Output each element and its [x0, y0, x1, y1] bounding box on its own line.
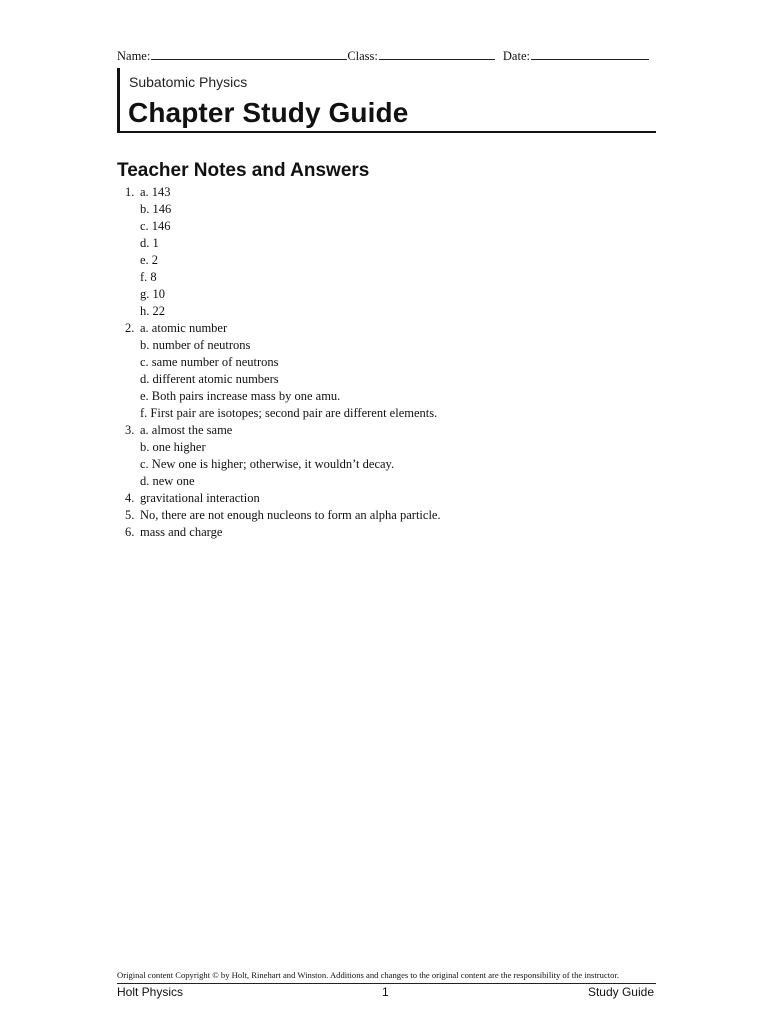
answer-text: d. 1	[140, 236, 159, 250]
class-blank	[379, 47, 495, 60]
answer-line	[125, 439, 665, 456]
answer-line	[125, 269, 665, 286]
answer-line	[125, 184, 665, 201]
answer-line	[125, 422, 665, 439]
answer-line	[125, 235, 665, 252]
answer-text: mass and charge	[140, 525, 223, 539]
name-label: Name:	[117, 49, 151, 63]
answer-text: c. New one is higher; otherwise, it wouldn’t decay.	[140, 457, 395, 471]
answer-line	[125, 524, 665, 541]
answer-text: d. different atomic numbers	[140, 372, 279, 386]
answer-line	[125, 303, 665, 320]
answer-text: gravitational interaction	[140, 491, 260, 505]
class-label: Class:	[347, 49, 378, 63]
answer-line	[125, 252, 665, 269]
answer-text: b. 146	[140, 202, 172, 216]
answer-text: d. new one	[140, 474, 195, 488]
answer-line	[125, 473, 665, 490]
answer-text: f. First pair are isotopes; second pair are different elements.	[140, 406, 438, 420]
page-title: Chapter Study Guide	[128, 97, 409, 128]
copyright-note: Original content Copyright © by Holt, Rinehart and Winston. Additions and changes to the original content are the responsibility of the instructor.	[117, 970, 619, 980]
answer-line	[125, 337, 665, 354]
footer-guide-title: Study Guide	[587, 985, 654, 999]
section-heading: Teacher Notes and Answers	[117, 160, 370, 181]
answer-text: h. 22	[140, 304, 165, 318]
answer-line	[125, 371, 665, 388]
question-number: 2.	[125, 321, 135, 335]
title-block	[117, 68, 656, 133]
answer-text: No, there are not enough nucleons to form an alpha particle.	[140, 508, 441, 522]
answer-line	[125, 405, 665, 422]
answer-list	[125, 184, 665, 541]
footer-book-title: Holt Physics	[117, 985, 184, 999]
answer-line	[125, 201, 665, 218]
answer-text: b. number of neutrons	[140, 338, 251, 352]
answer-line	[125, 388, 665, 405]
student-info-fields	[117, 47, 657, 64]
answer-line	[125, 354, 665, 371]
footer-divider	[117, 983, 656, 984]
answer-line	[125, 456, 665, 473]
answer-line	[125, 490, 665, 507]
answer-text: c. 146	[140, 219, 171, 233]
answer-text: g. 10	[140, 287, 165, 301]
question-number: 1.	[125, 185, 135, 199]
answer-text: a. almost the same	[140, 423, 233, 437]
answer-text: a. atomic number	[140, 321, 228, 335]
page-number: 1	[382, 985, 389, 999]
answer-line	[125, 286, 665, 303]
date-blank	[531, 47, 649, 60]
name-blank	[151, 47, 347, 60]
answer-text: e. Both pairs increase mass by one amu.	[140, 389, 341, 403]
answer-text: e. 2	[140, 253, 159, 267]
answer-text: f. 8	[140, 270, 157, 284]
answer-text: a. 143	[140, 185, 171, 199]
answer-text: b. one higher	[140, 440, 206, 454]
date-label: Date:	[502, 49, 530, 63]
answer-line	[125, 320, 665, 337]
answer-line	[125, 507, 665, 524]
question-number: 6.	[125, 525, 135, 539]
answer-text: c. same number of neutrons	[140, 355, 279, 369]
chapter-subtitle: Subatomic Physics	[129, 74, 248, 90]
question-number: 3.	[125, 423, 135, 437]
question-number: 5.	[125, 508, 135, 522]
question-number: 4.	[125, 491, 135, 505]
page-footer	[117, 985, 656, 999]
answer-line	[125, 218, 665, 235]
